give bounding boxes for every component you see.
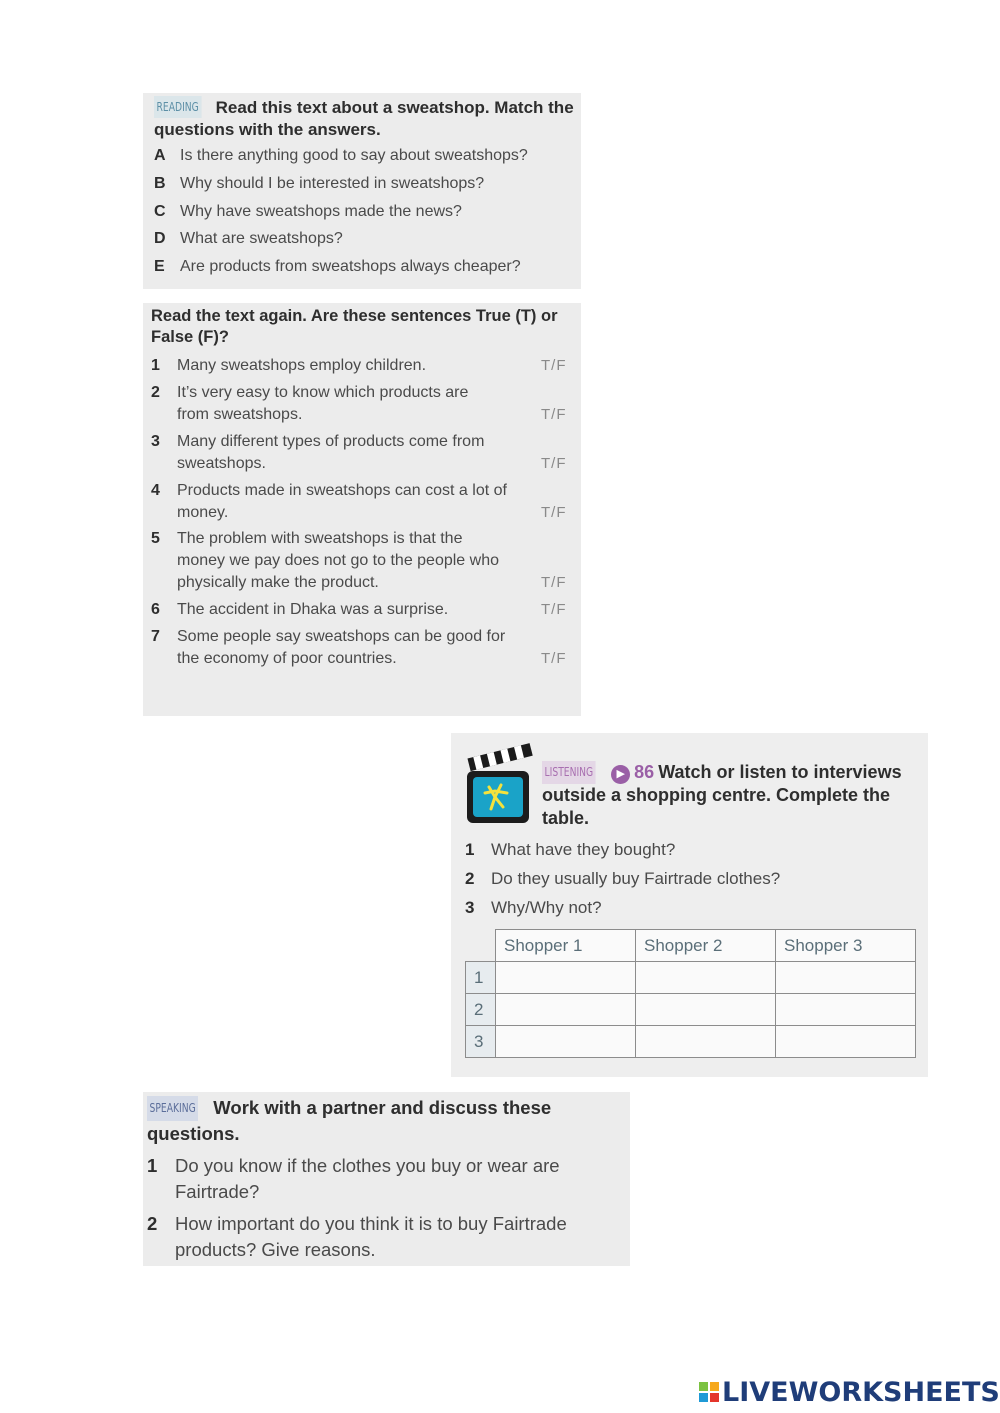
item-number: 5: [151, 530, 160, 547]
item-letter: C: [154, 203, 166, 220]
item-line: Do you know if the clothes you buy or wear are: [175, 1155, 560, 1176]
reading-panel: [143, 93, 581, 289]
shopper-table: [465, 929, 916, 1058]
item-text: Are products from sweatshops always cheaper?: [180, 258, 521, 275]
speaking-heading: [147, 1095, 617, 1146]
row-number: 1: [466, 962, 496, 994]
item-number: 3: [151, 433, 160, 450]
item-line: physically make the product.: [177, 574, 379, 591]
clapperboard-icon: [463, 741, 535, 825]
item-line: Fairtrade?: [175, 1181, 260, 1202]
table-cell-input[interactable]: [636, 1026, 776, 1058]
listening-panel: [451, 733, 928, 1077]
item-line: products? Give reasons.: [175, 1239, 376, 1260]
item-number: 2: [465, 869, 475, 888]
tf-answer[interactable]: T/F: [541, 601, 567, 618]
listening-heading: [542, 761, 922, 830]
item-number: 7: [151, 628, 160, 645]
item-letter: B: [154, 175, 166, 192]
tf-answer[interactable]: T/F: [541, 650, 567, 667]
reading-heading: [154, 96, 579, 141]
item-text: Why/Why not?: [491, 898, 602, 917]
item-line: money we pay does not go to the people who: [177, 552, 499, 569]
item-line: Products made in sweatshops can cost a lot of: [177, 482, 507, 499]
item-line: from sweatshops.: [177, 406, 303, 423]
item-text: Why should I be interested in sweatshops?: [180, 175, 485, 192]
table-header: Shopper 1: [496, 930, 636, 962]
liveworksheets-logo: [698, 1377, 1000, 1409]
table-corner: [466, 930, 496, 962]
item-letter: D: [154, 230, 166, 247]
tf-answer[interactable]: T/F: [541, 574, 567, 591]
item-line: Many sweatshops employ children.: [177, 357, 427, 374]
listening-instruction: Watch or listen to interviews outside a shopping centre. Complete the table.: [542, 762, 902, 828]
tf-answer[interactable]: T/F: [541, 357, 567, 374]
table-cell-input[interactable]: [636, 994, 776, 1026]
table-cell-input[interactable]: [776, 994, 916, 1026]
item-line: sweatshops.: [177, 455, 266, 472]
row-number: 2: [466, 994, 496, 1026]
item-number: 1: [465, 840, 475, 859]
table-header: Shopper 3: [776, 930, 916, 962]
track-number: 86: [634, 762, 655, 782]
item-number: 2: [147, 1213, 158, 1234]
item-number: 3: [465, 898, 475, 917]
listening-tag: LISTENING: [542, 761, 596, 784]
item-line: Some people say sweatshops can be good for: [177, 628, 506, 645]
item-line: Many different types of products come from: [177, 433, 485, 450]
logo-text: LIVEWORKSHEETS: [722, 1377, 1000, 1408]
table-header: Shopper 2: [636, 930, 776, 962]
item-line: money.: [177, 504, 229, 521]
item-number: 2: [151, 384, 160, 401]
item-text: Why have sweatshops made the news?: [180, 203, 462, 220]
table-cell-input[interactable]: [496, 1026, 636, 1058]
item-number: 6: [151, 601, 160, 618]
item-text: What have they bought?: [491, 840, 676, 859]
tf-answer[interactable]: T/F: [541, 455, 567, 472]
item-text: Do they usually buy Fairtrade clothes?: [491, 869, 781, 888]
item-number: 1: [147, 1155, 158, 1176]
table-row: [466, 962, 916, 994]
table-cell-input[interactable]: [636, 962, 776, 994]
table-row: [466, 994, 916, 1026]
true-false-panel: [143, 303, 581, 716]
item-line: The accident in Dhaka was a surprise.: [177, 601, 449, 618]
play-icon[interactable]: ▶: [611, 765, 630, 784]
reading-instruction: Read this text about a sweatshop. Match the questions with the answers.: [154, 98, 574, 139]
table-row: [466, 1026, 916, 1058]
item-number: 4: [151, 482, 160, 499]
tf-answer[interactable]: T/F: [541, 406, 567, 423]
table-cell-input[interactable]: [496, 994, 636, 1026]
true-false-instruction: Read the text again. Are these sentences True (T) or False (F)?: [151, 307, 558, 346]
tf-answer[interactable]: T/F: [541, 504, 567, 521]
item-letter: E: [154, 258, 165, 275]
table-cell-input[interactable]: [776, 962, 916, 994]
table-cell-input[interactable]: [496, 962, 636, 994]
item-letter: A: [154, 147, 166, 164]
item-text: Is there anything good to say about sweatshops?: [180, 147, 528, 164]
liveworksheets-logo-icon: [698, 1381, 720, 1403]
item-line: How important do you think it is to buy Fairtrade: [175, 1213, 567, 1234]
item-line: It’s very easy to know which products are: [177, 384, 469, 401]
item-text: What are sweatshops?: [180, 230, 343, 247]
item-line: The problem with sweatshops is that the: [177, 530, 463, 547]
speaking-instruction: Work with a partner and discuss these questions.: [147, 1097, 552, 1144]
item-line: the economy of poor countries.: [177, 650, 397, 667]
row-number: 3: [466, 1026, 496, 1058]
table-header-row: [466, 930, 916, 962]
speaking-tag: SPEAKING: [147, 1096, 198, 1121]
table-cell-input[interactable]: [776, 1026, 916, 1058]
item-number: 1: [151, 357, 160, 374]
reading-tag: READING: [154, 96, 201, 118]
speaking-panel: [143, 1092, 630, 1266]
